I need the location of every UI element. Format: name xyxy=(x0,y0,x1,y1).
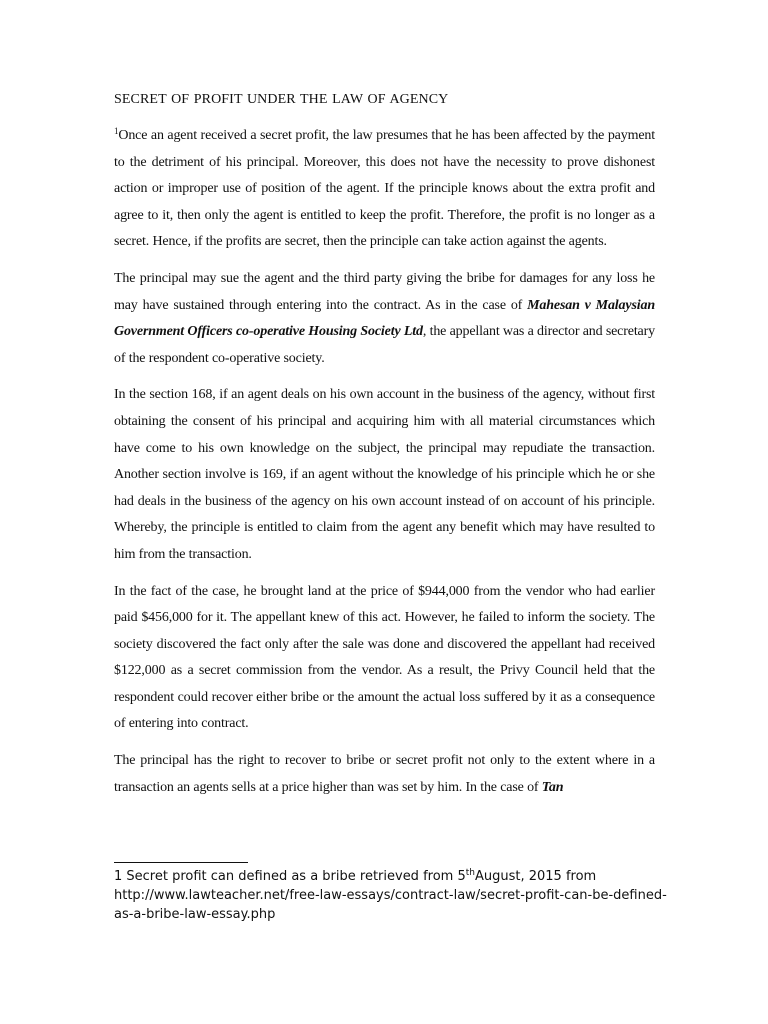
document-title: SECRET OF PROFIT UNDER THE LAW OF AGENCY xyxy=(114,92,449,107)
paragraph-2-text-after: , the appellant was a director and secretary of the respondent co-operative society. xyxy=(114,324,655,366)
paragraph-1 xyxy=(114,123,655,256)
case-name-tan: Tan xyxy=(541,779,564,795)
paragraph-2-text-before: The principal may sue the agent and the third party giving the bribe for damages for any loss he may have sustained through entering into the contract. As in the case of xyxy=(114,270,655,313)
paragraph-3: In the section 168, if an agent deals on his own account in the business of the agency, without first obtaining the consent of his principal and acquiring him with all material circumstances which have come to his own knowledge on the subject, the principal may repudiate the transaction. Another section involve is 169, if an agent without the knowledge of his principle which he or she had deals in the business of the agency on his own account instead of on account of his principle. Whereby, the principle is entitled to claim from the agent any benefit which may have resulted to him from the transaction. xyxy=(114,387,655,562)
footnote xyxy=(114,867,674,924)
footnote-reference[interactable]: 1 xyxy=(114,126,119,136)
footnote-text-before: Secret profit can defined as a bribe retrieved from 5 xyxy=(122,869,466,884)
paragraph-5 xyxy=(114,748,655,801)
footnote-separator xyxy=(114,862,248,863)
footnote-ordinal-suffix: th xyxy=(465,868,475,878)
paragraph-1-text: Once an agent received a secret profit, the law presumes that he has been affected by the payment to the detriment of his principal. Moreover, this does not have the necessity to prove dishonest action or improper use of position of the agent. If the principle knows about the extra profit and agree to it, then only the agent is entitled to keep the profit. Therefore, the profit is no longer as a secret. Hence, if the profits are secret, then the principle can take action against the agents. xyxy=(114,128,655,250)
footnote-text-after[interactable]: August, 2015 from http://www.lawteacher.net/free-law-essays/contract-law/secret-profit-can-be-defined-as-a-bribe-law-essay.php xyxy=(114,869,667,922)
case-name-mahesan: Mahesan v Malaysian Government Officers co-operative Housing Society Ltd xyxy=(114,297,655,340)
paragraph-4: In the fact of the case, he brought land at the price of $944,000 from the vendor who had earlier paid $456,000 for it. The appellant knew of this act. However, he failed to inform the society. The society discovered the fact only after the sale was done and discovered the appellant had received $122,000 as a secret commission from the vendor. As a result, the Privy Council held that the respondent could recover either bribe or the amount the actual loss suffered by it as a consequence of entering into contract. xyxy=(114,583,655,732)
paragraph-2 xyxy=(114,266,655,372)
footnote-marker: 1 xyxy=(114,869,123,884)
document-body xyxy=(114,92,655,811)
paragraph-5-text-before: The principal has the right to recover to bribe or secret profit not only to the extent where in a transaction an agents sells at a price higher than was set by him. In the case of xyxy=(114,753,655,795)
